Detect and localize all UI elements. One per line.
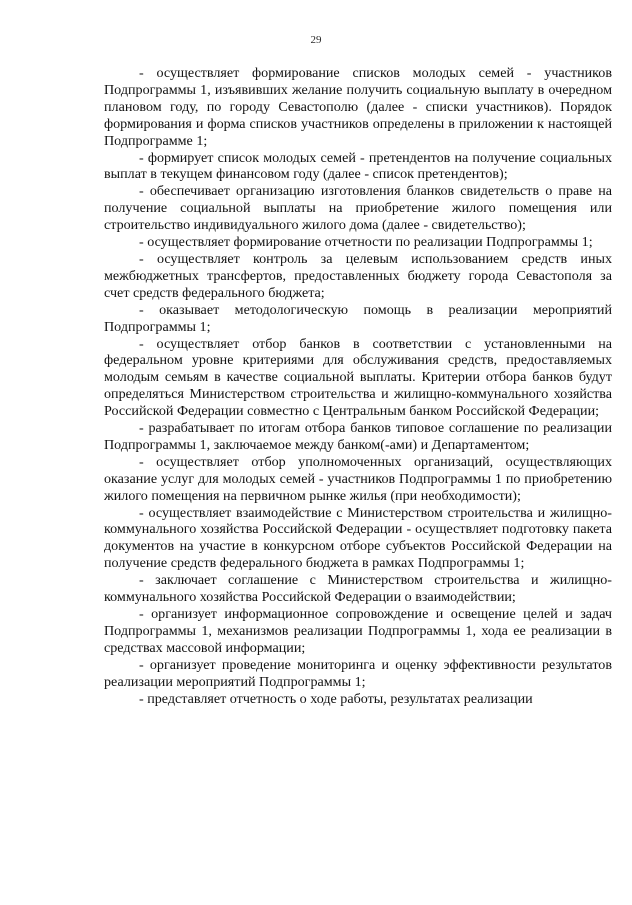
paragraph-authorized-organizations: - осуществляет отбор уполномоченных организаций, осуществляющих оказание услуг для молодых семей - участников Подпрограммы 1 по приобретению жилого помещения на первичном рынке жилья (при необходимости); — [104, 453, 612, 504]
paragraph-monitoring: - организует проведение мониторинга и оценку эффективности результатов реализации мероприятий Подпрограммы 1; — [104, 656, 612, 690]
paragraph-bank-selection: - осуществляет отбор банков в соответствии с установленными на федеральном уровне критериями для обслуживания средств, предоставляемых молодым семьям в качестве социальной выплаты. Критерии отбора банков будут определяться Министерством строительства и жилищно-коммунального хозяйства Российской Федерации совместно с Центральным банком Российской Федерации; — [104, 335, 612, 420]
paragraph-lists-formation: - осуществляет формирование списков молодых семей - участников Подпрограммы 1, изъявивших желание получить социальную выплату в очередном плановом году, по городу Севастополю (далее - списки участников). Порядок формирования и форма списков участников определены в приложении к настоящей Подпрограмме 1; — [104, 65, 612, 149]
paragraph-standard-agreement: - разрабатывает по итогам отбора банков типовое соглашение по реализации Подпрограммы 1, заключаемое между банком(-ами) и Департаментом; — [104, 420, 612, 453]
paragraph-control: - осуществляет контроль за целевым использованием средств иных межбюджетных трансфертов, предоставленных бюджету города Севастополя за счет средств федерального бюджета; — [104, 250, 612, 301]
paragraph-candidates-list: - формирует список молодых семей - претендентов на получение социальных выплат в текущем финансовом году (далее - список претендентов); — [104, 149, 612, 183]
document-body — [104, 65, 612, 707]
paragraph-ministry-interaction: - осуществляет взаимодействие с Министерством строительства и жилищно-коммунального хозяйства Российской Федерации - осуществляет подготовку пакета документов на участие в конкурсном отборе субъектов Российской Федерации на получение средств федерального бюджета в рамках Подпрограммы 1; — [104, 504, 612, 572]
paragraph-reporting: - осуществляет формирование отчетности по реализации Подпрограммы 1; — [139, 234, 593, 251]
paragraph-methodological-help: - оказывает методологическую помощь в реализации мероприятий Подпрограммы 1; — [104, 301, 612, 335]
paragraph-reporting-progress: - представляет отчетность о ходе работы, результатах реализации — [139, 690, 533, 707]
paragraph-information-support: - организует информационное сопровождение и освещение целей и задач Подпрограммы 1, механизмов реализации Подпрограммы 1, хода ее реализации в средствах массовой информации; — [104, 606, 612, 656]
paragraph-certificate-forms: - обеспечивает организацию изготовления бланков свидетельств о праве на получение социальной выплаты на приобретение жилого помещения или строительство индивидуального жилого дома (далее - свидетельство); — [104, 183, 612, 234]
page-number: 29 — [310, 34, 322, 46]
paragraph-agreement: - заключает соглашение с Министерством строительства и жилищно-коммунального хозяйства Российской Федерации о взаимодействии; — [104, 572, 612, 606]
